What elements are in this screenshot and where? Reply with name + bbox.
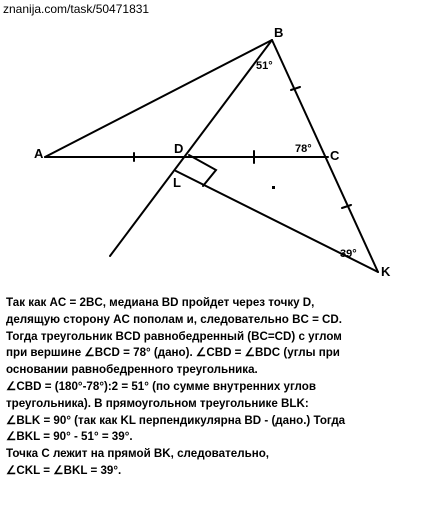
angle-label-k: 39° [340,248,357,260]
watermark-text: znanija.com/task/50471831 [3,2,150,16]
angle-label-b: 51° [256,60,273,72]
segment-ab [45,40,272,157]
point-label-a: A [34,146,44,161]
tick-bc [291,87,300,90]
solution-line: делящую сторону AC пополам и, следовательно BC = CD. [6,312,343,326]
point-label-c: C [330,148,340,163]
right-angle-mark [189,155,216,186]
solution-line: при вершине ∠BCD = 78° (дано). ∠CBD = ∠BDC (углы при [6,346,340,360]
point-label-l: L [173,175,181,190]
point-label-b: B [274,25,284,40]
solution-line: треугольника). В прямоугольном треугольнике BLK: [6,396,309,410]
center-dot [272,186,275,189]
solution-line: Тогда треугольник BCD равнобедренный (BC=CD) с углом [6,329,342,343]
solution-line: Точка C лежит на прямой BK, следовательно, [6,447,269,461]
solution-line: ∠CBD = (180°-78°):2 = 51° (по сумме внутренних углов [6,379,316,393]
solution-line: ∠BKL = 90° - 51° = 39°. [6,430,133,444]
solution-line: ∠CKL = ∠BKL = 39°. [6,463,122,477]
solution-line: основании равнобедренного треугольника. [6,363,258,377]
solution-line: Так как AC = 2BC, медиана BD пройдет через точку D, [6,296,315,309]
angle-label-c: 78° [295,143,312,155]
line-bd-extended [110,40,272,256]
solution-line: ∠BLK = 90° (так как KL перпендикулярна BD - (дано.) Тогда [6,413,346,427]
point-label-k: K [381,264,391,279]
solution-text [6,295,436,480]
point-label-d: D [174,141,184,156]
